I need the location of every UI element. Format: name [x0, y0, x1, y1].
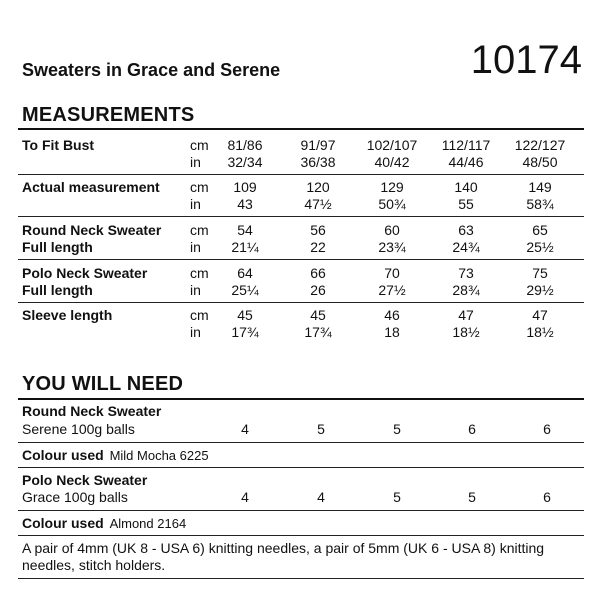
value-in: 27½	[378, 282, 406, 298]
unit-in: in	[190, 154, 201, 170]
you-will-need-heading: YOU WILL NEED	[22, 373, 184, 395]
value-in: 18	[384, 324, 400, 340]
value-cm: 70	[384, 265, 400, 281]
value-in: 44/46	[448, 154, 484, 170]
ball-count: 5	[468, 489, 476, 505]
value-cm: 149	[528, 179, 552, 195]
value-in: 25½	[526, 239, 554, 255]
measurement-row	[0, 265, 600, 299]
divider	[18, 259, 584, 260]
value-cm: 91/97	[300, 137, 336, 153]
value-in: 47½	[304, 196, 332, 212]
value-in: 26	[310, 282, 326, 298]
value-in: 29½	[526, 282, 554, 298]
unit-cm: cm	[190, 222, 209, 238]
measurement-sublabel: Full length	[22, 282, 93, 298]
ball-count: 5	[317, 421, 325, 437]
measurement-row	[0, 179, 600, 213]
value-in: 22	[310, 239, 326, 255]
unit-in: in	[190, 196, 201, 212]
value-in: 25¼	[231, 282, 259, 298]
round-neck-yarn: Serene 100g balls	[22, 421, 135, 437]
value-in: 43	[237, 196, 253, 212]
needles-note: A pair of 4mm (UK 8 - USA 6) knitting needles, a pair of 5mm (UK 6 - USA 8) knitting needles, stitch holders.	[22, 540, 545, 573]
measurement-row	[0, 307, 600, 341]
value-in: 18½	[526, 324, 554, 340]
value-cm: 120	[306, 179, 330, 195]
divider	[18, 467, 584, 468]
value-cm: 54	[237, 222, 253, 238]
measurement-label: Polo Neck Sweater	[22, 265, 148, 281]
value-cm: 65	[532, 222, 548, 238]
value-cm: 46	[384, 307, 400, 323]
value-in: 48/50	[522, 154, 558, 170]
ball-count: 4	[241, 421, 249, 437]
ball-count: 6	[543, 421, 551, 437]
polo-neck-title: Polo Neck Sweater	[22, 472, 148, 488]
measurement-row	[0, 137, 600, 171]
ball-count: 6	[543, 489, 551, 505]
value-cm: 47	[532, 307, 548, 323]
value-in: 24¾	[452, 239, 480, 255]
value-cm: 75	[532, 265, 548, 281]
round-neck-title: Round Neck Sweater	[22, 403, 162, 419]
measurement-label: To Fit Bust	[22, 137, 95, 153]
value-in: 50¾	[378, 196, 406, 212]
ball-count: 6	[468, 421, 476, 437]
value-cm: 47	[458, 307, 474, 323]
unit-cm: cm	[190, 307, 209, 323]
value-in: 40/42	[374, 154, 410, 170]
value-cm: 56	[310, 222, 326, 238]
value-cm: 64	[237, 265, 253, 281]
value-cm: 73	[458, 265, 474, 281]
value-in: 58¾	[526, 196, 554, 212]
value-in: 23¾	[378, 239, 406, 255]
ball-count: 5	[393, 421, 401, 437]
divider	[18, 128, 584, 130]
measurement-label: Sleeve length	[22, 307, 113, 323]
pattern-number: 10174	[470, 38, 582, 82]
divider	[18, 510, 584, 511]
measurement-label: Round Neck Sweater	[22, 222, 162, 238]
measurement-label: Actual measurement	[22, 179, 160, 195]
value-cm: 112/117	[441, 137, 491, 153]
divider	[18, 216, 584, 217]
ball-count: 5	[393, 489, 401, 505]
value-cm: 122/127	[514, 137, 566, 153]
measurement-row	[0, 222, 600, 256]
value-cm: 109	[233, 179, 257, 195]
value-cm: 129	[380, 179, 404, 195]
value-in: 36/38	[300, 154, 336, 170]
divider	[18, 174, 584, 175]
unit-in: in	[190, 282, 201, 298]
value-in: 17¾	[304, 324, 332, 340]
measurements-heading: MEASUREMENTS	[22, 104, 195, 126]
value-in: 28¾	[452, 282, 480, 298]
value-in: 32/34	[227, 154, 263, 170]
divider	[18, 302, 584, 303]
polo-neck-yarn: Grace 100g balls	[22, 489, 128, 505]
value-cm: 60	[384, 222, 400, 238]
value-in: 55	[458, 196, 474, 212]
value-cm: 63	[458, 222, 474, 238]
colour-label: Colour used	[22, 447, 104, 463]
value-cm: 66	[310, 265, 326, 281]
colour-value: Mild Mocha 6225	[109, 448, 209, 463]
value-cm: 140	[454, 179, 478, 195]
divider	[18, 535, 584, 536]
value-in: 21¼	[231, 239, 259, 255]
measurement-sublabel: Full length	[22, 239, 93, 255]
polo-neck-colour	[22, 515, 186, 531]
ball-count: 4	[317, 489, 325, 505]
value-in: 17¾	[231, 324, 259, 340]
unit-in: in	[190, 239, 201, 255]
unit-cm: cm	[190, 137, 209, 153]
round-neck-colour	[22, 447, 209, 463]
divider	[18, 442, 584, 443]
colour-value: Almond 2164	[109, 516, 187, 531]
value-in: 18½	[452, 324, 480, 340]
value-cm: 102/107	[366, 137, 418, 153]
value-cm: 45	[237, 307, 253, 323]
value-cm: 81/86	[227, 137, 263, 153]
unit-cm: cm	[190, 179, 209, 195]
ball-count: 4	[241, 489, 249, 505]
value-cm: 45	[310, 307, 326, 323]
divider	[18, 578, 584, 579]
unit-cm: cm	[190, 265, 209, 281]
unit-in: in	[190, 324, 201, 340]
divider	[18, 398, 584, 400]
document-title: Sweaters in Grace and Serene	[22, 60, 281, 80]
colour-label: Colour used	[22, 515, 104, 531]
